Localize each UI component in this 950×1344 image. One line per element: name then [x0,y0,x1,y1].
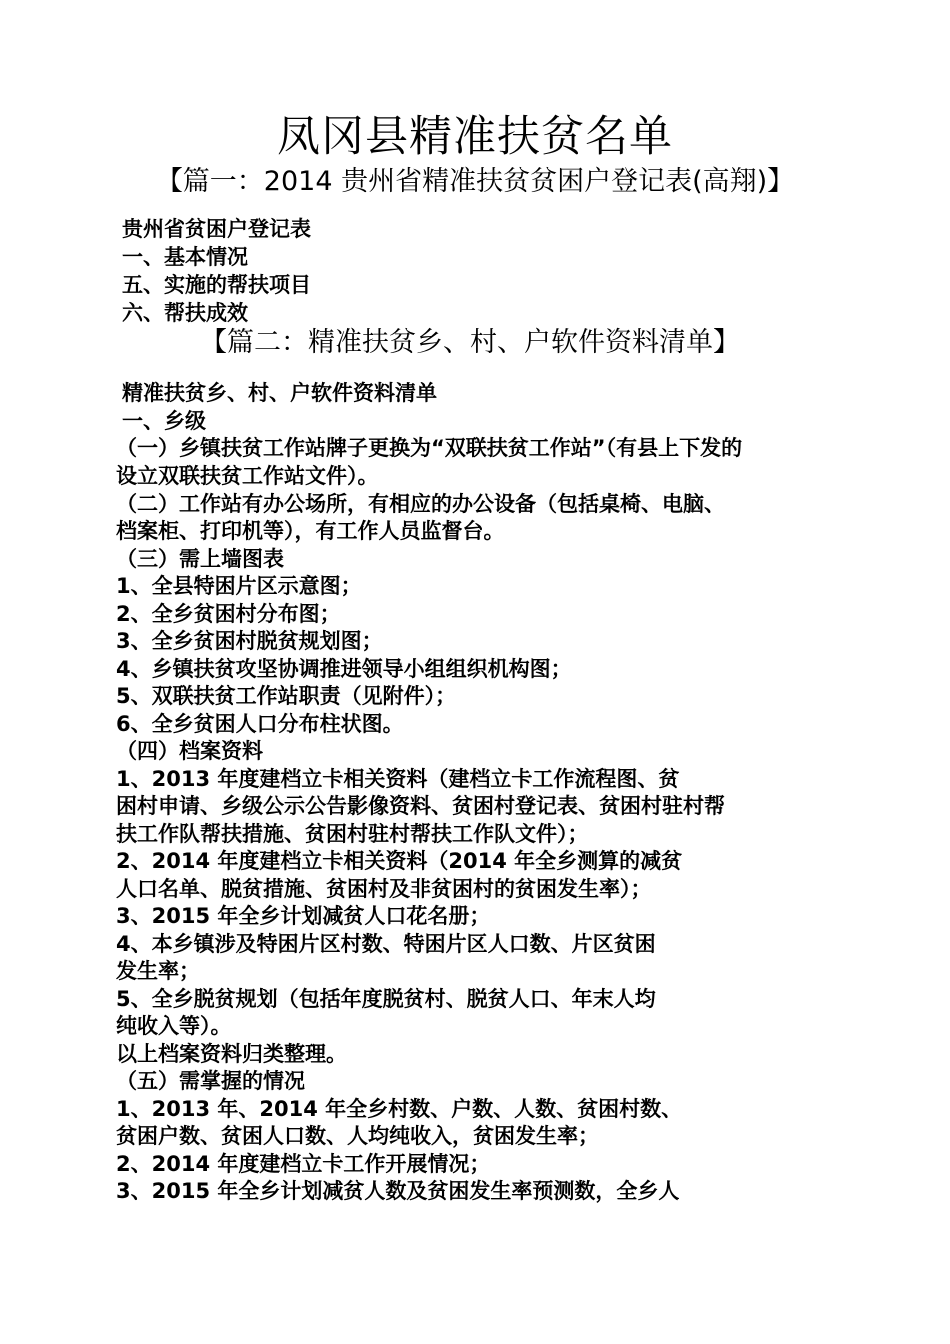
section2-line: （一）乡镇扶贫工作站牌子更换为“双联扶贫工作站”（有县上下发的 [116,436,743,460]
section2-line: 以上档案资料归类整理。 [116,1042,347,1066]
section2-line: 1、全县特困片区示意图； [116,574,362,598]
document-title: 凤冈县精准扶贫名单 [277,112,673,162]
section1-line: 五、实施的帮扶项目 [122,273,311,297]
section2-line: 2、2014 年度建档立卡工作开展情况； [116,1152,491,1176]
section1-line: 贵州省贫困户登记表 [122,217,311,241]
section2-line: 6、全乡贫困人口分布柱状图。 [116,712,404,736]
section2-line: 2、2014 年度建档立卡相关资料（2014 年全乡测算的减贫 [116,849,683,873]
section2-line: 档案柜、打印机等），有工作人员监督台。 [116,519,505,543]
section1-line: 一、基本情况 [122,245,248,269]
section2-line: （五）需掌握的情况 [116,1069,305,1093]
section2-line: 3、全乡贫困村脱贫规划图； [116,629,383,653]
section2-line: 贫困户数、贫困人口数、人均纯收入，贫困发生率； [116,1124,599,1148]
section2-line: （四）档案资料 [116,739,263,763]
section2-line: 纯收入等）。 [116,1014,232,1038]
section2-line: 扶工作队帮扶措施、贫困村驻村帮扶工作队文件）； [116,822,589,846]
section2-line: 3、2015 年全乡计划减贫人数及贫困发生率预测数，全乡人 [116,1179,680,1203]
section2-line: 1、2013 年度建档立卡相关资料（建档立卡工作流程图、贫 [116,767,680,791]
section2-line: 5、双联扶贫工作站职责（见附件）； [116,684,457,708]
section2-line: 一、乡级 [122,409,206,433]
section2-line: 发生率； [116,959,200,983]
section2-line: 困村申请、乡级公示公告影像资料、贫困村登记表、贫困村驻村帮 [116,794,725,818]
section2-line: 2、全乡贫困村分布图； [116,602,341,626]
section2-heading: 【篇二：精准扶贫乡、村、户软件资料清单】 [200,327,740,358]
section2-line: 人口名单、脱贫措施、贫困村及非贫困村的贫困发生率）； [116,877,652,901]
section2-line: 精准扶贫乡、村、户软件资料清单 [122,381,437,405]
section2-line: 5、全乡脱贫规划（包括年度脱贫村、脱贫人口、年末人均 [116,987,656,1011]
section2-line: 4、乡镇扶贫攻坚协调推进领导小组组织机构图； [116,657,572,681]
section2-line: 设立双联扶贫工作站文件）。 [116,464,379,488]
section2-line: 1、2013 年、2014 年全乡村数、户数、人数、贫困村数、 [116,1097,683,1121]
section2-line: （二）工作站有办公场所，有相应的办公设备（包括桌椅、电脑、 [116,492,725,516]
section1-line: 六、帮扶成效 [122,301,248,325]
section2-line: （三）需上墙图表 [116,547,284,571]
section2-line: 3、2015 年全乡计划减贫人口花名册； [116,904,491,928]
section1-heading: 【篇一：2014 贵州省精准扶贫贫困户登记表(高翔)】 [155,166,795,197]
section2-line: 4、本乡镇涉及特困片区村数、特困片区人口数、片区贫困 [116,932,656,956]
